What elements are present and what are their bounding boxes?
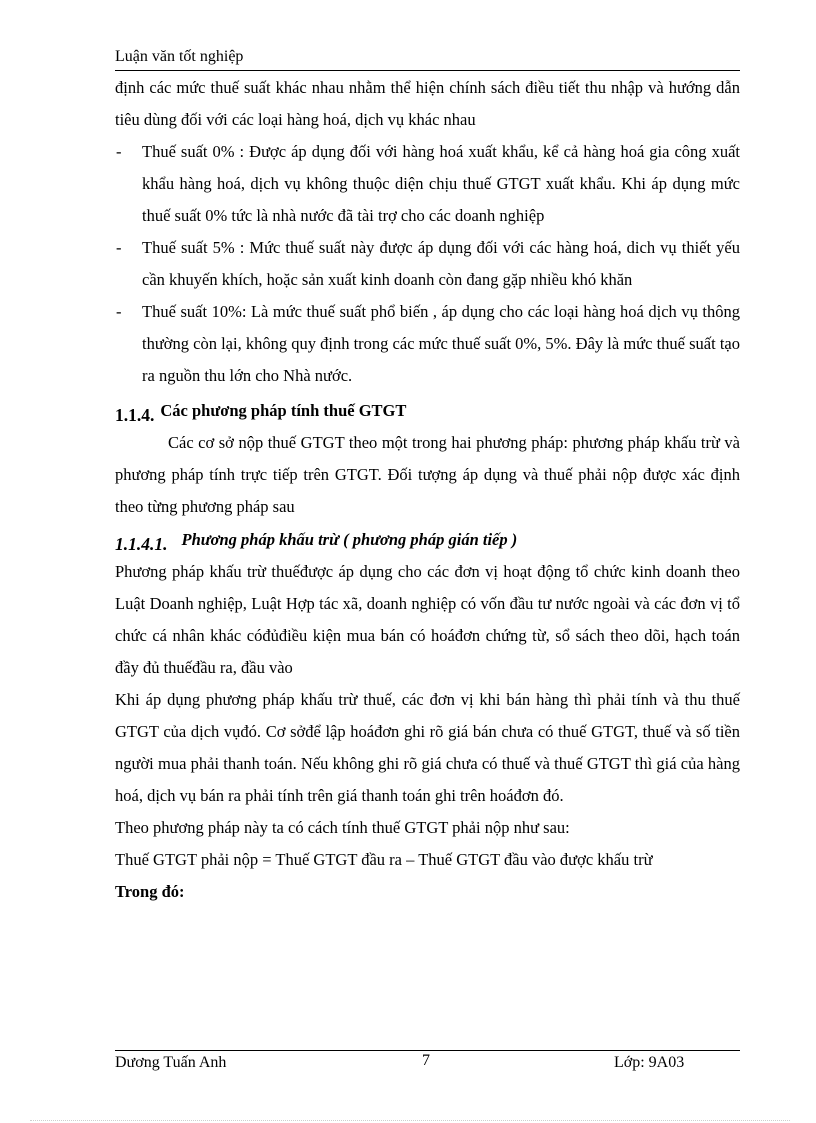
header-rule	[115, 70, 740, 71]
bullet-text: Thuế suất 5% : Mức thuế suất này được áp dụng đối với các hàng hoá, dich vụ thiết yếu cần khuyến khích, hoặc sản xuất kinh doanh còn đang gặp nhiều khó khăn	[142, 238, 740, 289]
paragraph: Phương pháp khấu trừ thuếđược áp dụng cho các đơn vị hoạt động tổ chức kinh doanh theo Luật Doanh nghiệp, Luật Hợp tác xã, doanh nghiệp có vốn đầu tư nước ngoài và các đơn vị tổ chức cá nhân khác cóđủđiều kiện mua bán có hoáđơn chứng từ, sổ sách theo dõi, hạch toán đầy đủ thuếđầu ra, đầu vào	[115, 562, 740, 677]
footer-class: Lớp: 9A03	[614, 1054, 685, 1071]
footer-page-number: 7	[422, 1052, 430, 1069]
bullet-text: Thuế suất 0% : Được áp dụng đối với hàng hoá xuất khẩu, kể cả hàng hoá gia công xuất khẩu hàng hoá, dịch vụ không thuộc diện chịu thuế GTGT xuất khẩu. Khi áp dụng mức thuế suất 0% tức là nhà nước đã tài trợ cho các doanh nghiệp	[142, 142, 740, 225]
subsection-number: 1.1.4.1.	[115, 534, 168, 554]
paragraph: Các cơ sở nộp thuế GTGT theo một trong hai phương pháp: phương pháp khấu trừ và phương pháp tính trực tiếp trên GTGT. Đối tượng áp dụng và thuế phải nộp được xác định theo từng phương pháp sau	[115, 433, 740, 516]
section-heading	[115, 394, 740, 427]
page-edge-divider	[30, 1120, 790, 1121]
page-header-title: Luận văn tốt nghiệp	[115, 48, 244, 65]
subsection-title: Phương pháp khấu trừ ( phương pháp gián tiếp )	[181, 530, 518, 549]
bullet-item	[115, 136, 740, 232]
paragraph: Khi áp dụng phương pháp khấu trừ thuế, các đơn vị khi bán hàng thì phải tính và thu thuế GTGT của dịch vụđó. Cơ sởđể lập hoáđơn ghi rõ giá bán chưa có thuế GTGT, thuế và số tiền người mua phải thanh toán. Nếu không ghi rõ giá chưa có thuế và thuế GTGT thì giá của hàng hoá, dịch vụ bán ra phải tính trên giá thanh toán ghi trên hoáđơn đó.	[115, 690, 740, 805]
bullet-marker: -	[116, 238, 122, 257]
subsection-heading	[115, 523, 740, 556]
page-content	[115, 72, 740, 908]
bullet-item	[115, 296, 740, 392]
footer-rule	[115, 1050, 740, 1051]
paragraph-label: Trong đó:	[115, 882, 185, 901]
section-number: 1.1.4.	[115, 405, 155, 425]
section-title: Các phương pháp tính thuế GTGT	[160, 401, 407, 420]
formula-paragraph: Thuế GTGT phải nộp = Thuế GTGT đầu ra – Thuế GTGT đầu vào được khấu trừ	[115, 850, 653, 869]
footer-author: Dương Tuấn Anh	[115, 1054, 227, 1071]
paragraph: Theo phương pháp này ta có cách tính thuế GTGT phải nộp như sau:	[115, 818, 570, 837]
bullet-item	[115, 232, 740, 296]
paragraph: định các mức thuế suất khác nhau nhằm thể hiện chính sách điều tiết thu nhập và hướng dẫn tiêu dùng đối với các loại hàng hoá, dịch vụ khác nhau	[115, 78, 740, 129]
bullet-text: Thuế suất 10%: Là mức thuế suất phổ biến , áp dụng cho các loại hàng hoá dịch vụ thông thường còn lại, không quy định trong các mức thuế suất 0%, 5%. Đây là mức thuế suất tạo ra nguồn thu lớn cho Nhà nước.	[142, 302, 740, 385]
bullet-marker: -	[116, 302, 122, 321]
bullet-marker: -	[116, 142, 122, 161]
